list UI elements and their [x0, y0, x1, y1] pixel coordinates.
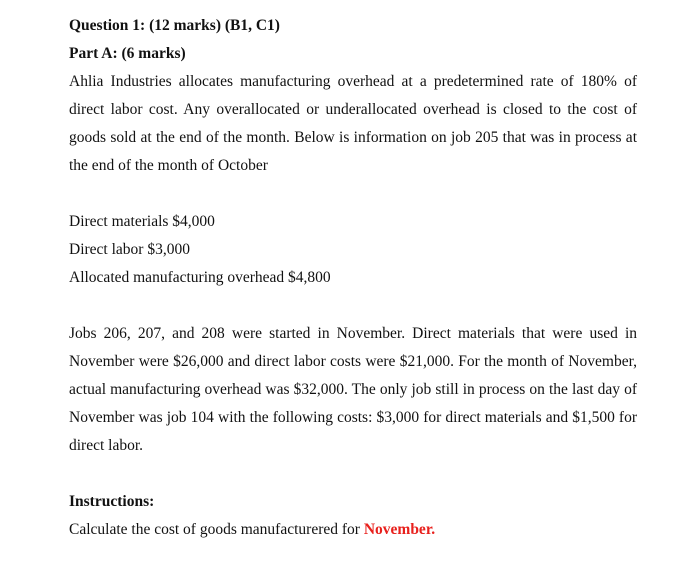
instructions-highlight: November.: [363, 521, 436, 538]
instructions-heading: Instructions:: [69, 493, 155, 510]
intro-paragraph: Ahlia Industries allocates manufacturing overhead at a predetermined rate of 180% of direct labor cost. Any overallocated or underallocated overhead is closed to the cost of goods sold at the end of the month. Below is information on job 205 that was in process at the end of the month of October: [69, 73, 637, 174]
instructions-body: Calculate the cost of goods manufacturered for: [69, 521, 364, 538]
spacer: [69, 180, 637, 208]
part-heading: Part A: (6 marks): [69, 45, 186, 62]
question-heading: Question 1: (12 marks) (B1, C1): [69, 17, 280, 34]
direct-labor-line: Direct labor $3,000: [69, 241, 190, 258]
direct-materials-line: Direct materials $4,000: [69, 213, 215, 230]
spacer: [69, 292, 637, 320]
november-paragraph: Jobs 206, 207, and 208 were started in November. Direct materials that were used in November were $26,000 and direct labor costs were $21,000. For the month of November, actual manufacturing overhead was $32,000. The only job still in process on the last day of November was job 104 with the following costs: $3,000 for direct materials and $1,500 for direct labor.: [69, 325, 637, 454]
instructions-text: [69, 516, 637, 544]
allocated-overhead-line: Allocated manufacturing overhead $4,800: [69, 269, 331, 286]
document-page: [69, 12, 637, 544]
job-costs-list: [69, 208, 637, 292]
spacer: [69, 460, 637, 488]
